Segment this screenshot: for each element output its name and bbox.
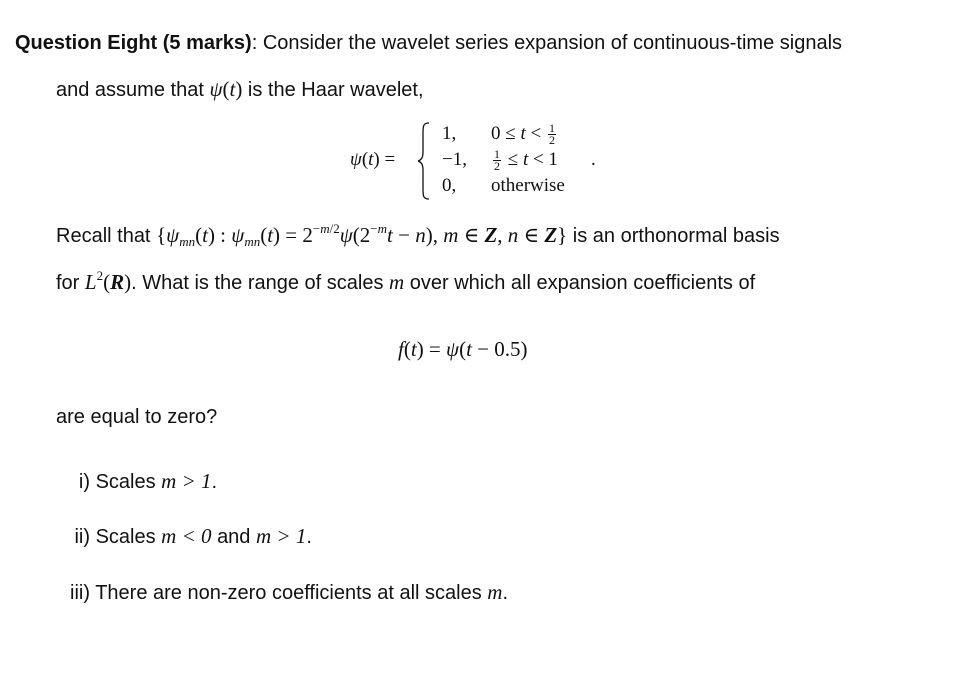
scale-question-line — [56, 270, 755, 295]
case-3-value: 0, — [442, 175, 457, 196]
equal-zero-line: are equal to zero? — [56, 406, 218, 428]
scale-variable-m: m — [389, 270, 405, 294]
assume-text: and assume that — [56, 79, 204, 101]
range-question-text: . What is the range of scales — [131, 272, 384, 294]
recall-line — [56, 223, 780, 248]
haar-assumption-line — [56, 77, 424, 102]
case-1-value: 1, — [442, 123, 457, 144]
basis-set-expression: {$\psi_{mn}(t)$ : $\psi_{mn}(t) = 2^{-m/2}\psi(2^{-m}t - n)$, m ∈ Z, n ∈ Z} — [156, 221, 568, 249]
option-i-text: Scales — [95, 471, 156, 493]
coefficients-text: over which all expansion coefficients of — [409, 272, 756, 294]
case-1-condition: 0 ≤ t < $\frac{1}{2}$ — [491, 121, 555, 148]
option-iii-text: There are non-zero coefficients at all scales — [95, 582, 482, 604]
option-i-condition: m > 1 — [161, 469, 212, 493]
definition-period: . — [591, 149, 596, 170]
case-2-value: −1, — [442, 149, 467, 170]
option-ii-text: Scales — [95, 526, 156, 548]
option-i — [40, 469, 217, 494]
option-iii-condition: m — [487, 580, 503, 604]
option-ii-condition-2: m > 1 — [256, 524, 307, 548]
case-3-condition: otherwise — [491, 175, 565, 196]
psi-def-lhs: ψ(t) = — [350, 149, 396, 170]
signal-definition: f(t) = ψ(t − 0.5) — [398, 337, 528, 361]
option-iii-end: . — [502, 582, 508, 604]
option-ii-condition-1: m < 0 — [161, 524, 212, 548]
haar-text: is the Haar wavelet, — [247, 79, 424, 101]
for-text: for — [56, 272, 80, 294]
left-brace — [418, 122, 430, 200]
question-intro-line — [15, 31, 842, 55]
l2-space-expression: $L^2(R)$ — [84, 268, 132, 294]
option-iii — [40, 580, 508, 605]
option-iii-label: iii) — [70, 582, 90, 604]
orthonormal-text: is an orthonormal basis — [572, 225, 780, 247]
option-ii — [40, 524, 312, 549]
question-heading: Question Eight (5 marks) — [15, 32, 252, 54]
option-i-label: i) — [78, 471, 90, 493]
option-ii-end: . — [306, 526, 312, 548]
recall-text: Recall that — [56, 225, 151, 247]
psi-t-inline: ψ(t) — [209, 77, 243, 101]
option-ii-label: ii) — [74, 526, 90, 548]
option-i-end: . — [211, 471, 218, 493]
option-ii-joiner: and — [217, 526, 251, 548]
case-2-condition: $\frac{1}{2}$ ≤ t < 1 — [494, 147, 558, 174]
question-intro-text: : Consider the wavelet series expansion of continuous-time signals — [251, 32, 843, 54]
